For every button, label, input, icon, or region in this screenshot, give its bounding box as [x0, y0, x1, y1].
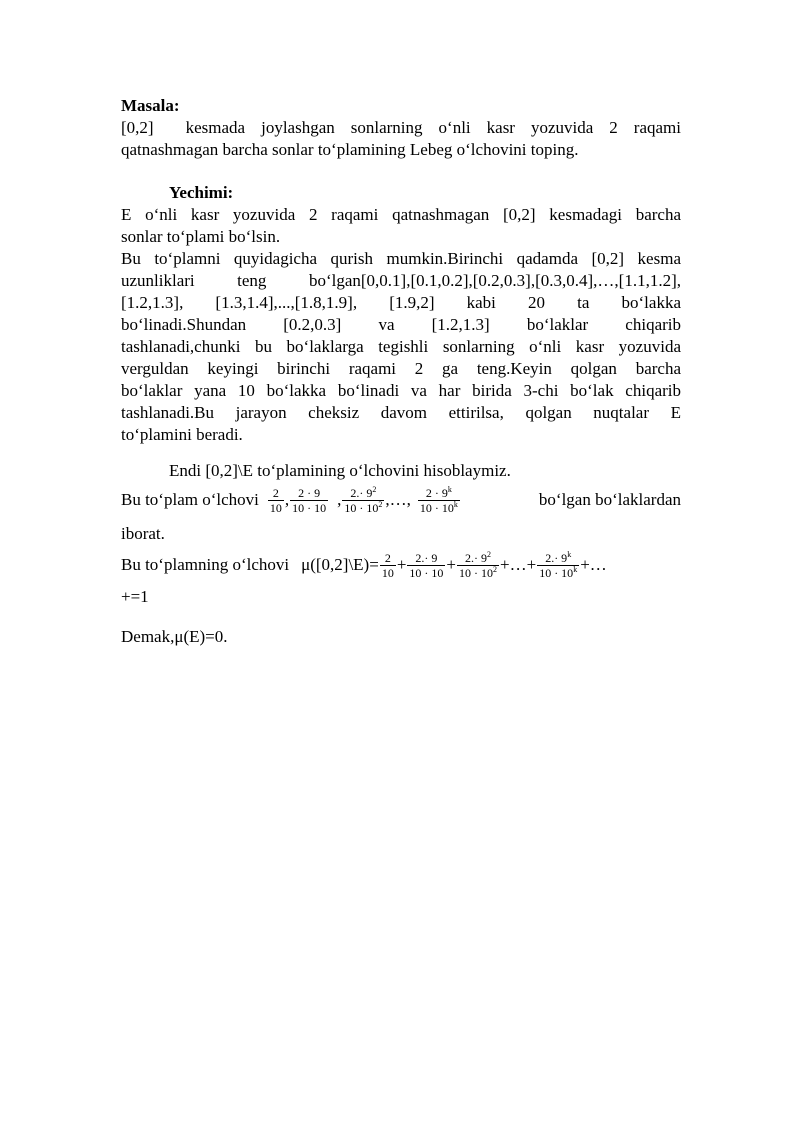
solution-line: bo‘linadi.Shundan [0.2,0.3] va [1.2,1.3] bo‘laklar chiqarib — [121, 315, 681, 334]
solution-section — [121, 182, 681, 446]
problem-section — [121, 95, 681, 161]
solution-line: bo‘laklar yana 10 bo‘lakka bo‘linadi va har birida 3-chi bo‘lak chiqarib — [121, 381, 681, 400]
conclusion — [121, 626, 681, 648]
fraction: $\frac{2.\cdot 9^2}{10 \cdot 10^2}$ — [459, 549, 497, 580]
measure-intro-text: Endi [0,2]\E to‘plamining o‘lchovini hisoblaymiz. — [169, 461, 511, 480]
fraction: $\frac{2.\cdot 9^2}{10 \cdot 10^2}$ — [344, 484, 383, 515]
measure-intro — [121, 460, 681, 482]
solution-line: tashlanadi.Bu jarayon cheksiz davom ettirilsa, qolgan nuqtalar E — [121, 403, 681, 422]
measure-pieces-prefix: Bu to‘plam o‘lchovi — [121, 490, 259, 509]
fraction: $\frac{2}{10}$ — [381, 550, 394, 580]
mu-expression: μ([0,2]\E)= — [301, 555, 379, 574]
measure-pieces-line-2: iborat. — [121, 524, 165, 543]
problem-heading: Masala: — [121, 96, 180, 115]
problem-line-2: qatnashmagan barcha sonlar to‘plamining Lebeg o‘lchovini toping. — [121, 140, 579, 159]
solution-line: [1.2,1.3], [1.3,1.4],...,[1.8,1.9], [1.9,2] kabi 20 ta bo‘lakka — [121, 293, 681, 312]
fraction: $\frac{2.\cdot 9}{10 \cdot 10}$ — [409, 550, 444, 580]
measure-sum-line-2: +=1 — [121, 587, 149, 606]
fraction: $\frac{2 \cdot 9^k}{10 \cdot 10^k}$ — [419, 484, 458, 515]
measure-sum-line: Bu to‘plamning o‘lchovi μ([0,2]\E)= $\frac{2}{10}$ + $\frac{2.\cdot 9}{10 \cdot 10}$ + $\frac{2.\cdot 9^2}{10 \cdot 10^2}$ +…+ $\frac{2.\cdot 9^k}{10 \cdot 10^k}$ +… — [121, 549, 607, 580]
measure-pieces-line: Bu to‘plam o‘lchovi $\frac{2}{10}$ , $\frac{2 \cdot 9}{10 \cdot 10}$ , $\frac{2.\cdot 9^2}{10 \cdot 10^2}$ ,…, $\frac{2 \cdot 9^k}{10 \cdot 10^k}$ bo‘lgan bo‘laklardan — [121, 484, 681, 515]
fraction: $\frac{2 \cdot 9}{10 \cdot 10}$ — [292, 485, 327, 515]
fraction: $\frac{2}{10}$ — [269, 485, 282, 515]
solution-line: to‘plamini beradi. — [121, 425, 243, 444]
problem-line-1: [0,2] kesmada joylashgan sonlarning o‘nli kasr yozuvida 2 raqami — [121, 118, 682, 137]
solution-line: verguldan keyingi birinchi raqami 2 ga teng.Keyin qolgan barcha — [121, 359, 681, 378]
solution-line: uzunliklari teng bo‘lgan[0,0.1],[0.1,0.2],[0.2,0.3],[0.3,0.4],…,[1.1,1.2], — [121, 271, 681, 290]
fraction: $\frac{2.\cdot 9^k}{10 \cdot 10^k}$ — [539, 549, 578, 580]
measure-sum-prefix: Bu to‘plamning o‘lchovi — [121, 555, 290, 574]
conclusion-text: Demak,μ(E)=0. — [121, 627, 228, 646]
measure-pieces-suffix: bo‘lgan bo‘laklardan — [538, 490, 681, 509]
solution-line: Bu to‘plamni quyidagicha qurish mumkin.Birinchi qadamda [0,2] kesma — [121, 249, 681, 268]
solution-heading: Yechimi: — [169, 183, 234, 202]
solution-line: tashlanadi,chunki bu bo‘laklarga tegishli sonlarning o‘nli kasr yozuvida — [121, 337, 681, 356]
solution-line: sonlar to‘plami bo‘lsin. — [121, 227, 281, 246]
solution-line: E o‘nli kasr yozuvida 2 raqami qatnashmagan [0,2] kesmadagi barcha — [121, 205, 681, 224]
